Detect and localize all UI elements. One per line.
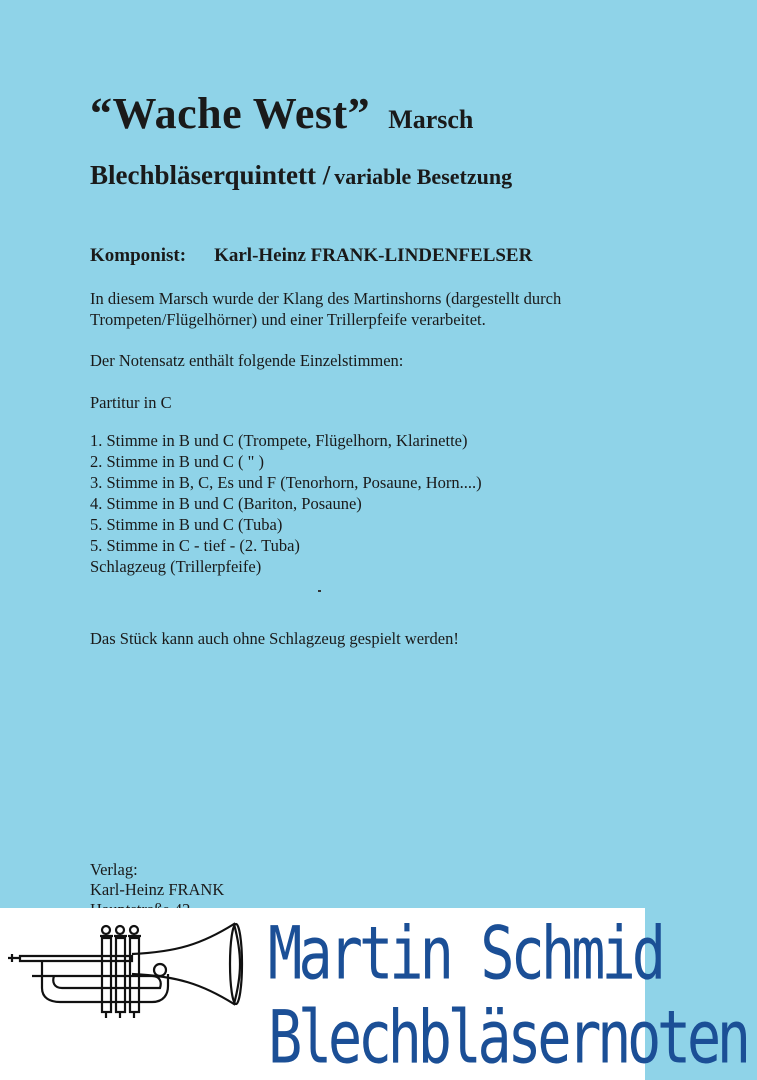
list-item: 5. Stimme in B und C (Tuba) (90, 515, 283, 534)
title-row (90, 88, 473, 139)
publisher-banner (0, 908, 747, 1080)
banner-brand-name: Martin Schmid (268, 912, 663, 997)
list-item: 3. Stimme in B, C, Es und F (Tenorhorn, Posaune, Horn....) (90, 473, 482, 492)
trumpet-icon (2, 914, 267, 1024)
composer-line (90, 245, 532, 267)
banner-brand-tagline: Blechbläsernoten (268, 996, 747, 1080)
list-item: 4. Stimme in B und C (Bariton, Posaune) (90, 494, 362, 513)
publisher-label: Verlag: (90, 860, 138, 879)
piece-title: “Wache West” (90, 89, 371, 138)
intro-line: Trompeten/Flügelhörner) und einer Trillerpfeife verarbeitet. (90, 310, 486, 329)
publisher-name: Karl-Heinz FRANK (90, 880, 225, 899)
intro-line: In diesem Marsch wurde der Klang des Martinshorns (dargestellt durch (90, 289, 562, 308)
percussion-note: Das Stück kann auch ohne Schlagzeug gespielt werden! (90, 629, 459, 648)
instrumentation-main: Blechbläserquintett / (90, 160, 331, 190)
composer-name: Karl-Heinz FRANK-LINDENFELSER (214, 245, 533, 266)
list-item: 2. Stimme in B und C ( " ) (90, 452, 265, 471)
parts-list (90, 430, 482, 577)
list-item: Schlagzeug (Trillerpfeife) (90, 557, 262, 576)
list-item: 5. Stimme in C - tief - (2. Tuba) (90, 536, 300, 555)
composer-label: Komponist: (90, 245, 187, 266)
piece-genre: Marsch (388, 105, 474, 134)
score-line: Partitur in C (90, 393, 172, 412)
scan-speck (318, 590, 321, 592)
instrumentation-sub: variable Besetzung (334, 164, 513, 189)
parts-lead: Der Notensatz enthält folgende Einzelstimmen: (90, 351, 404, 370)
list-item: 1. Stimme in B und C (Trompete, Flügelhorn, Klarinette) (90, 431, 468, 450)
instrumentation-heading (90, 160, 512, 191)
intro-paragraph (90, 288, 561, 330)
